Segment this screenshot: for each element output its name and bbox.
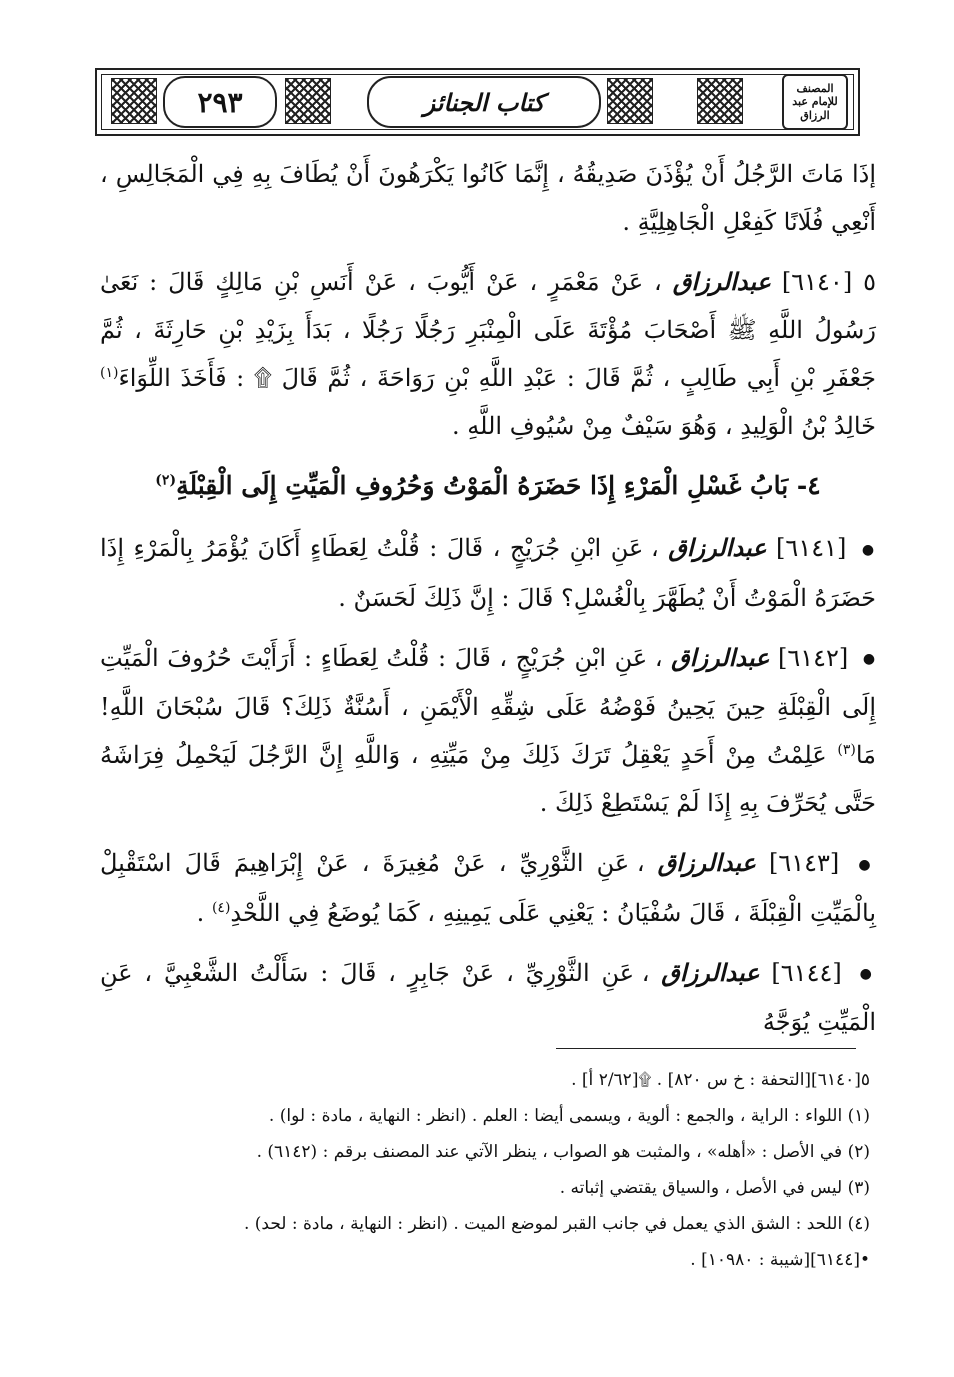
chapter-heading	[100, 462, 876, 510]
hadith-text-end: خَالِدُ بْنُ الْوَلِيدِ ، وَهُوَ سَيْفٌ مِنْ سُيُوفِ اللَّهِ .	[452, 412, 876, 440]
bullet-icon: ●	[858, 856, 876, 873]
hadith-number: [٦١٤٤]	[771, 958, 842, 987]
hadith-number: [٦١٤٣]	[768, 849, 840, 877]
footnote-ref: (١)	[100, 365, 119, 381]
footnote-source-6144: •[٦١٤٤][شيبة : ١٠٩٨٠] .	[690, 1250, 870, 1270]
narrator: عبدالرزاق	[671, 642, 770, 672]
hadith-6142	[100, 634, 876, 828]
ornament-icon	[285, 78, 331, 124]
main-text	[100, 150, 876, 1058]
footnotes	[110, 1062, 870, 1278]
footnote-ref: (٤)	[211, 899, 231, 916]
narrator: عبدالرزاق	[657, 848, 756, 877]
hadith-text: ، عَنْ مَعْمَرٍ ، عَنْ أَيُّوبَ ، عَنْ أَنَسِ بْنِ مَالِكٍ قَالَ : نَعَىٰ رَسُولُ اللَّهِ ﷺ أَصْحَابَ مُؤْتَةَ عَلَى الْمِنْبَرِ رَجُلًا رَجُلًا ، بَدَأَ بِزَيْدِ بْنِ حَارِثَةَ ، ثُمَّ جَعْفَرِ بْنِ أَبِي طَالِبٍ ، ثُمَّ قَالَ : عَبْدِ اللَّهِ بْنِ رَوَاحَةَ ، ثُمَّ قَالَ ۩ : فَأَخَذَ اللِّوَاءَ	[100, 268, 876, 392]
chapter-heading-text: ٤- بَابُ غَسْلِ الْمَرْءِ إِذَا حَضَرَهُ الْمَوْتُ وَحُرُوفِ الْمَيِّتِ إِلَى الْقِبْلَةِ	[176, 471, 821, 500]
hadith-6143	[100, 839, 876, 937]
hadith-text-end: عَلِمْتُ مِنْ أَحَدٍ يَعْقِلُ تَرَكَ ذَلِكَ مِنْ مَيِّتِهِ ، وَاللَّهِ إِنَّ الرَّجُلَ لَيَحْمِلُ فِرَاشَهُ حَتَّى يُحَرِّفَ بِهِ إِذَا لَمْ يَسْتَطِعْ ذَلِكَ .	[100, 741, 876, 817]
narrator: عبدالرزاق	[672, 267, 771, 296]
hadith-text: ، عَنِ ابْنِ جُرَيْجٍ ، قَالَ : قُلْتُ لِعَطَاءٍ أَكَانَ يُؤْمَرُ بِالْمَرْءِ إِذَا حَضَرَهُ الْمَوْتُ أَنْ يُطَهَّرَ بِالْغُسْلِ؟ قَالَ : إِنَّ ذَلِكَ لَحَسَنٌ .	[100, 534, 876, 612]
footnote-3: (٣) ليس في الأصل ، والسياق يقتضي إثباته .	[559, 1178, 870, 1198]
hadith-number: [٦١٤٢]	[777, 643, 849, 672]
narrator: عبدالرزاق	[668, 533, 767, 562]
hadith-text: ، عَنِ الثَّوْرِيِّ ، عَنْ جَابِرٍ ، قَالَ : سَأَلْتُ الشَّعْبِيَّ ، عَنِ الْمَيِّتِ يُوَجَّهُ	[100, 958, 876, 1036]
hollow-marker-icon: ٥	[863, 268, 876, 296]
hadith-number: [٦١٤١]	[776, 534, 847, 562]
footnote-source: ٥[٦١٤٠][التحفة : خ س ٨٢٠] . ۩[٢/٦٢ أ] .	[571, 1070, 870, 1090]
logo: المصنف للإمام عبد الرزاق	[782, 74, 848, 130]
hadith-text-end: .	[196, 898, 205, 927]
bullet-icon: ●	[862, 651, 876, 667]
page-header	[95, 68, 860, 136]
footnote-ref: (٣)	[837, 742, 856, 758]
bullet-icon: ●	[859, 966, 876, 982]
bullet-icon: ●	[861, 541, 876, 558]
footnote-ref: (٢)	[155, 472, 177, 489]
hadith-number: [٦١٤٠]	[781, 268, 853, 296]
paragraph: إذَا مَاتَ الرَّجُلُ أَنْ يُؤْذَنَ صَدِيقُهُ ، إِنَّمَا كَانُوا يَكْرَهُونَ أَنْ يُطَافَ بِهِ فِي الْمَجَالِسِ ، أَنْعِي فُلَانًا كَفِعْلِ الْجَاهِلِيَّةِ .	[100, 160, 876, 236]
hadith-text: ، عَنِ ابْنِ جُرَيْجٍ ، قَالَ : قُلْتُ لِعَطَاءٍ : أَرَأَيْتَ حُرُوفَ الْمَيِّتِ إِلَى الْقِبْلَةِ حِينَ يَحِينُ فَوْضُهُ عَلَى شِقِّهِ الْأَيْمَنِ ، أَسُنَّةٌ ذَلِكَ؟ قَالَ سُبْحَانَ اللَّهِ! مَا	[100, 643, 876, 769]
hadith-6140	[100, 258, 876, 450]
ornament-icon	[697, 78, 743, 124]
ornament-icon	[607, 78, 653, 124]
narrator: عبدالرزاق	[661, 957, 760, 987]
footnote-4: (٤) اللحد : الشق الذي يعمل في جانب القبر لموضع الميت . (انظر : النهاية ، مادة : لحد) .	[243, 1214, 870, 1234]
ornament-icon	[111, 78, 157, 124]
page-number: ٢٩٣	[163, 76, 277, 128]
hadith-6144	[100, 949, 876, 1047]
footnote-divider	[556, 1048, 856, 1049]
hadith-6141	[100, 524, 876, 622]
footnote-1: (١) اللواء : الراية ، والجمع : ألوية ، ويسمى أيضا : العلم . (انظر : النهاية ، مادة : لوا) .	[268, 1106, 870, 1126]
hadith-text: ، عَنِ الثَّوْرِيِّ ، عَنْ مُغِيرَةَ ، عَنْ إِبْرَاهِيمَ قَالَ اسْتَقْبِلْ بِالْمَيِّتِ الْقِبْلَةَ ، قَالَ سُفْيَانُ : يَعْنِي عَلَى يَمِينِهِ ، كَمَا يُوضَعُ فِي اللَّحْدِ	[100, 849, 876, 927]
footnote-2: (٢) في الأصل : «أهله» ، والمثبت هو الصواب ، ينظر الآتي عند المصنف برقم : (٦١٤٢) .	[256, 1142, 870, 1162]
book-title: كتاب الجنائز	[367, 76, 601, 128]
